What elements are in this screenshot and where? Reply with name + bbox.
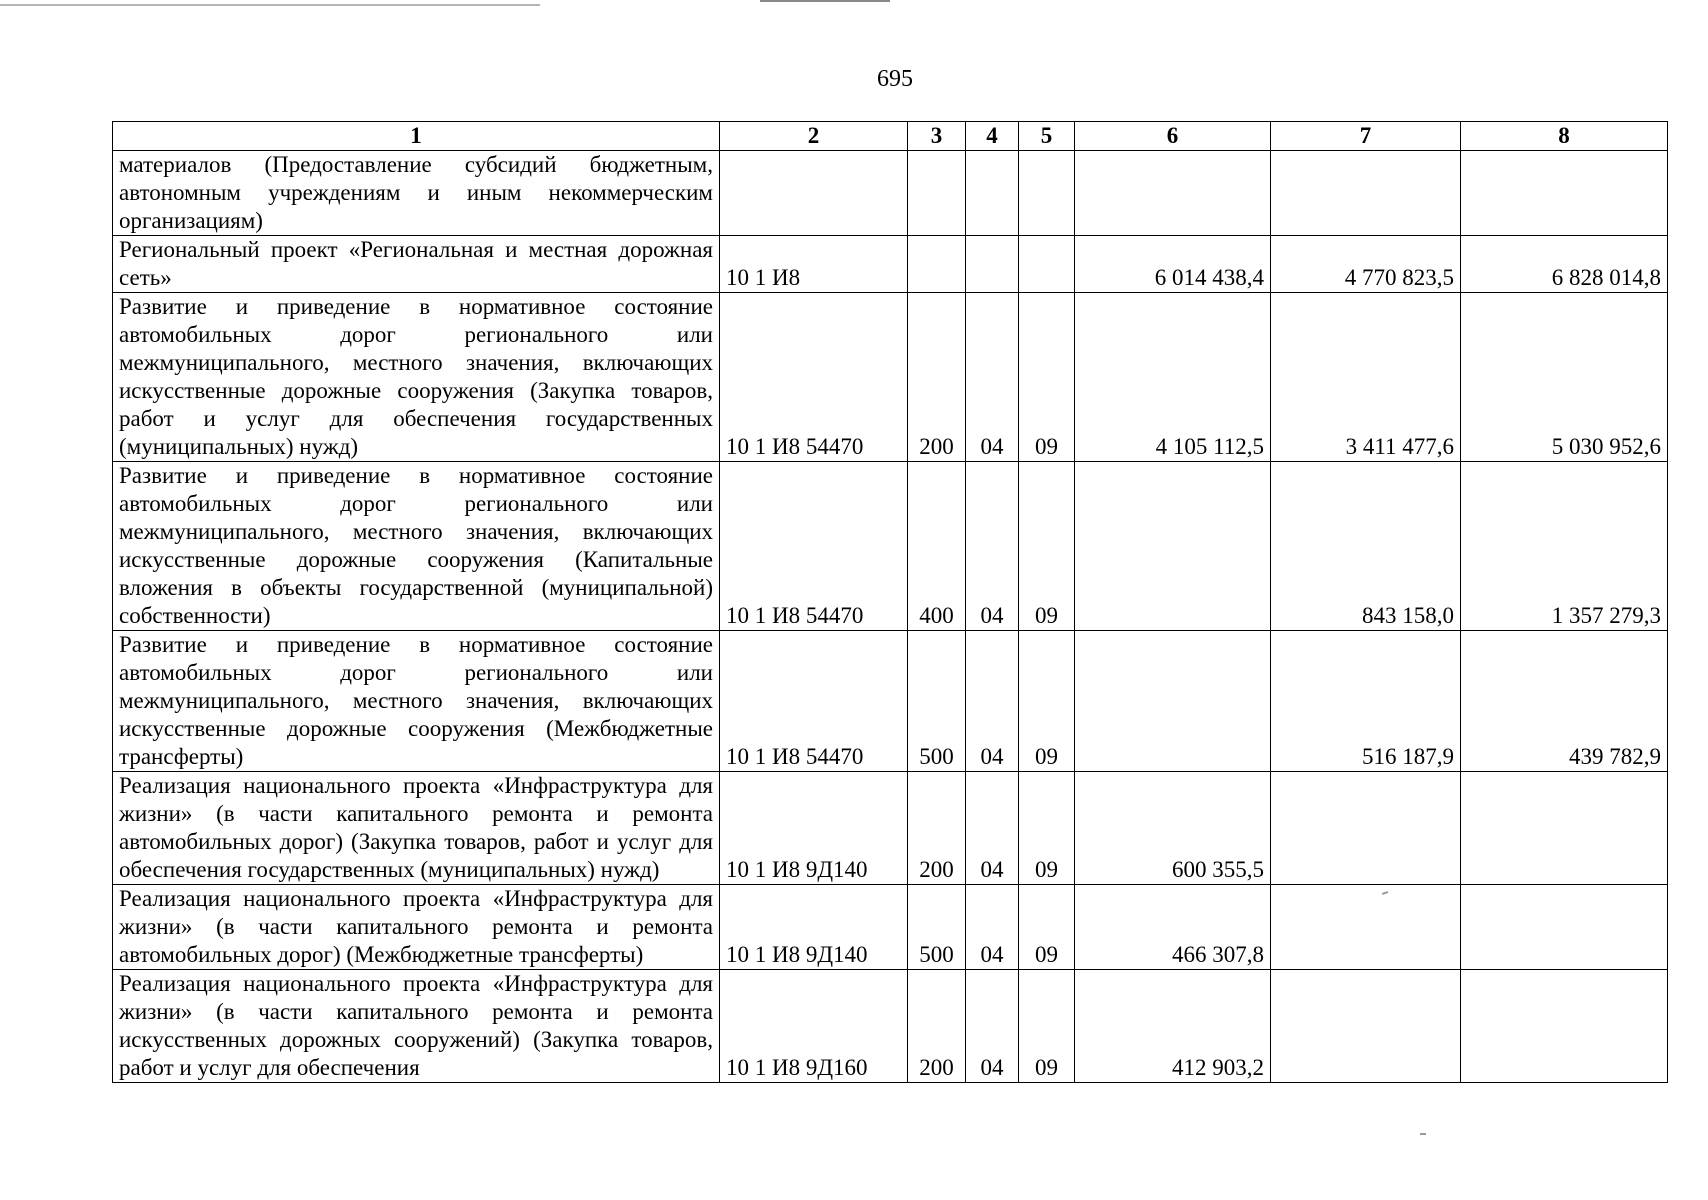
amount-col-7 — [1271, 151, 1461, 236]
subsection-code: 09 — [1019, 631, 1075, 772]
column-header: 6 — [1075, 122, 1271, 151]
target-article-code — [720, 151, 908, 236]
amount-col-7: 843 158,0 — [1271, 462, 1461, 631]
subsection-code: 09 — [1019, 885, 1075, 970]
table-row — [113, 631, 1668, 772]
page-number: 695 — [877, 66, 913, 92]
column-header: 4 — [966, 122, 1019, 151]
amount-col-6: 4 105 112,5 — [1075, 293, 1271, 462]
scan-artifact-line — [0, 4, 540, 6]
table-row — [113, 236, 1668, 293]
target-article-code: 10 1 И8 54470 — [720, 293, 908, 462]
subsection-code — [1019, 236, 1075, 293]
amount-col-7 — [1271, 885, 1461, 970]
table-row — [113, 293, 1668, 462]
table-row — [113, 885, 1668, 970]
amount-col-6: 466 307,8 — [1075, 885, 1271, 970]
expense-type-code: 500 — [908, 631, 966, 772]
amount-col-6 — [1075, 462, 1271, 631]
section-code: 04 — [966, 631, 1019, 772]
amount-col-8 — [1461, 151, 1668, 236]
amount-col-7 — [1271, 970, 1461, 1083]
table-header-row — [113, 122, 1668, 151]
target-article-code: 10 1 И8 9Д160 — [720, 970, 908, 1083]
subsection-code: 09 — [1019, 970, 1075, 1083]
column-header: 1 — [113, 122, 720, 151]
row-description: Развитие и приведение в нормативное состояние автомобильных дорог регионального или межмуниципального, местного значения, включающих искусственные дорожные сооружения (Капитальные вложения в объекты государственной (муниципальной) собственности) — [113, 462, 720, 631]
column-header: 8 — [1461, 122, 1668, 151]
amount-col-8 — [1461, 885, 1668, 970]
section-code — [966, 236, 1019, 293]
amount-col-7 — [1271, 772, 1461, 885]
expense-type-code: 400 — [908, 462, 966, 631]
amount-col-7: 3 411 477,6 — [1271, 293, 1461, 462]
table-row — [113, 970, 1668, 1083]
section-code: 04 — [966, 885, 1019, 970]
amount-col-6: 412 903,2 — [1075, 970, 1271, 1083]
target-article-code: 10 1 И8 54470 — [720, 462, 908, 631]
amount-col-8 — [1461, 772, 1668, 885]
amount-col-8: 5 030 952,6 — [1461, 293, 1668, 462]
amount-col-6 — [1075, 631, 1271, 772]
amount-col-8: 1 357 279,3 — [1461, 462, 1668, 631]
row-description: Развитие и приведение в нормативное состояние автомобильных дорог регионального или межмуниципального, местного значения, включающих искусственные дорожные сооружения (Закупка товаров, работ и услуг для обеспечения государственных (муниципальных) нужд) — [113, 293, 720, 462]
table-row — [113, 772, 1668, 885]
column-header: 7 — [1271, 122, 1461, 151]
table-row — [113, 151, 1668, 236]
target-article-code: 10 1 И8 — [720, 236, 908, 293]
row-description: Реализация национального проекта «Инфраструктура для жизни» (в части капитального ремонта и ремонта автомобильных дорог) (Закупка товаров, работ и услуг для обеспечения государственных (муниципальных) нужд) — [113, 772, 720, 885]
amount-col-6 — [1075, 151, 1271, 236]
subsection-code: 09 — [1019, 772, 1075, 885]
column-header: 2 — [720, 122, 908, 151]
section-code — [966, 151, 1019, 236]
subsection-code — [1019, 151, 1075, 236]
amount-col-7: 4 770 823,5 — [1271, 236, 1461, 293]
target-article-code: 10 1 И8 54470 — [720, 631, 908, 772]
target-article-code: 10 1 И8 9Д140 — [720, 772, 908, 885]
amount-col-8 — [1461, 970, 1668, 1083]
amount-col-8: 439 782,9 — [1461, 631, 1668, 772]
expense-type-code — [908, 236, 966, 293]
section-code: 04 — [966, 462, 1019, 631]
row-description: Реализация национального проекта «Инфраструктура для жизни» (в части капитального ремонта и ремонта искусственных дорожных сооружений) (Закупка товаров, работ и услуг для обеспечения — [113, 970, 720, 1083]
amount-col-8: 6 828 014,8 — [1461, 236, 1668, 293]
expense-type-code: 200 — [908, 772, 966, 885]
section-code: 04 — [966, 970, 1019, 1083]
target-article-code: 10 1 И8 9Д140 — [720, 885, 908, 970]
row-description: Реализация национального проекта «Инфраструктура для жизни» (в части капитального ремонта и ремонта автомобильных дорог) (Межбюджетные трансферты) — [113, 885, 720, 970]
expense-type-code — [908, 151, 966, 236]
amount-col-6: 6 014 438,4 — [1075, 236, 1271, 293]
section-code: 04 — [966, 772, 1019, 885]
section-code: 04 — [966, 293, 1019, 462]
column-header: 5 — [1019, 122, 1075, 151]
amount-col-7: 516 187,9 — [1271, 631, 1461, 772]
row-description: материалов (Предоставление субсидий бюджетным, автономным учреждениям и иным некоммерческим организациям) — [113, 151, 720, 236]
expense-type-code: 200 — [908, 970, 966, 1083]
scan-artifact-line — [760, 0, 890, 2]
expense-type-code: 200 — [908, 293, 966, 462]
amount-col-6: 600 355,5 — [1075, 772, 1271, 885]
expense-type-code: 500 — [908, 885, 966, 970]
budget-table — [112, 121, 1668, 1083]
scan-speck — [1420, 1133, 1426, 1135]
row-description: Развитие и приведение в нормативное состояние автомобильных дорог регионального или межмуниципального, местного значения, включающих искусственные дорожные сооружения (Межбюджетные трансферты) — [113, 631, 720, 772]
row-description: Региональный проект «Региональная и местная дорожная сеть» — [113, 236, 720, 293]
column-header: 3 — [908, 122, 966, 151]
subsection-code: 09 — [1019, 462, 1075, 631]
table-row — [113, 462, 1668, 631]
subsection-code: 09 — [1019, 293, 1075, 462]
